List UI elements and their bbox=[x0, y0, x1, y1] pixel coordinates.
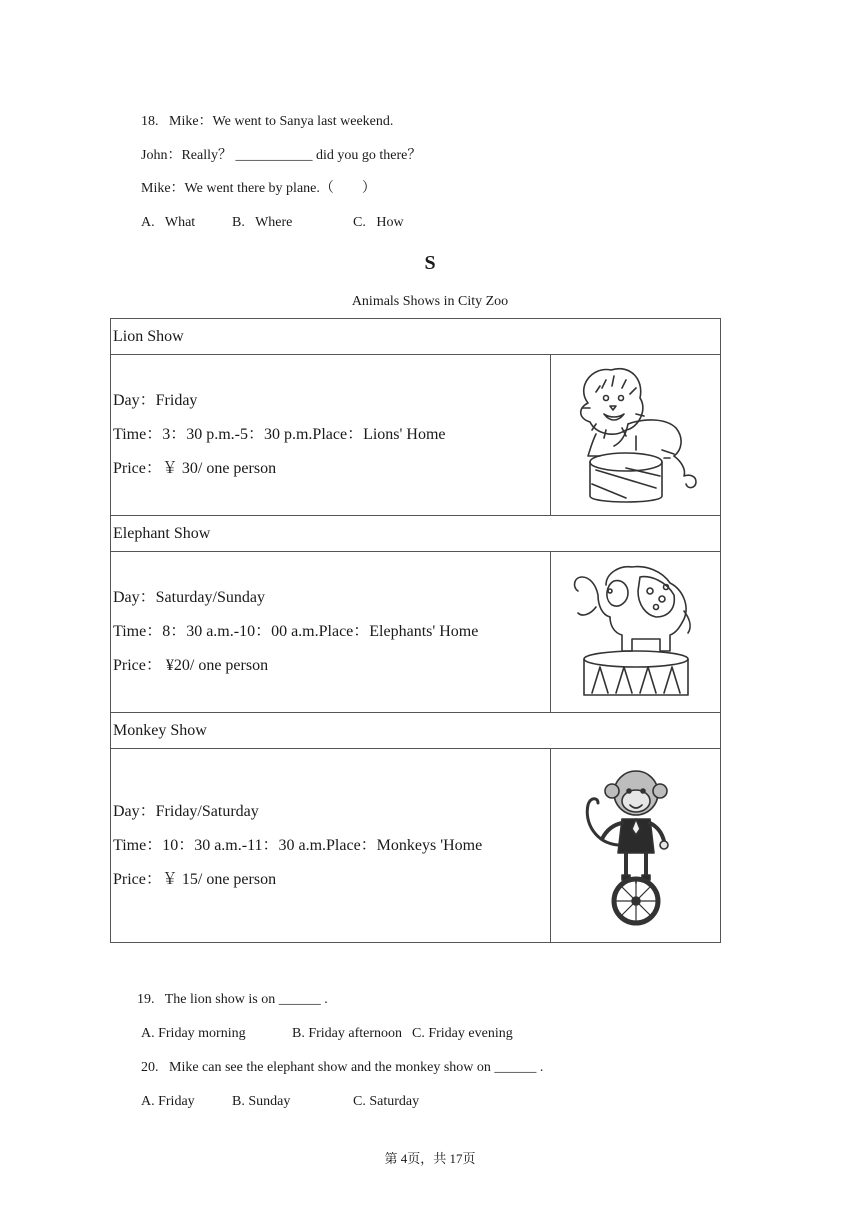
elephant-on-stand-icon bbox=[566, 555, 706, 705]
q20-option-c: C. Saturday bbox=[353, 1094, 420, 1109]
show-picture-cell bbox=[551, 749, 721, 943]
q18-line-2: John：Really？ ___________ did you go there？ bbox=[141, 148, 422, 163]
q18-option-c: C. How bbox=[353, 215, 404, 230]
table-row bbox=[111, 516, 721, 552]
show-day: Day：Friday bbox=[113, 392, 198, 409]
shows-table bbox=[110, 318, 721, 943]
show-day: Day：Friday/Saturday bbox=[113, 802, 259, 820]
q20-option-a: A. Friday bbox=[141, 1094, 195, 1109]
show-picture-cell bbox=[551, 355, 721, 516]
q18-line-1: 18. Mike：We went to Sanya last weekend. bbox=[141, 114, 394, 129]
page-footer: 第 4页，共 17页 bbox=[384, 1151, 476, 1166]
show-details bbox=[111, 749, 551, 943]
show-price: Price：￥ 15/ one person bbox=[113, 870, 277, 888]
q18-line-3: Mike：We went there by plane.（ ） bbox=[141, 181, 376, 196]
table-caption: Animals Shows in City Zoo bbox=[351, 294, 509, 309]
q18-option-a: A. What bbox=[141, 215, 196, 230]
show-name: Elephant Show bbox=[111, 516, 721, 552]
show-price: Price：￥ 30/ one person bbox=[113, 460, 277, 477]
monkey-on-unicycle-icon bbox=[566, 753, 706, 933]
show-time: Time：3：30 p.m.-5：30 p.m.Place：Lions' Home bbox=[113, 426, 446, 443]
show-name: Monkey Show bbox=[111, 713, 721, 749]
table-row bbox=[111, 713, 721, 749]
table-row bbox=[111, 319, 721, 355]
show-details bbox=[111, 355, 551, 516]
show-details bbox=[111, 552, 551, 713]
show-name: Lion Show bbox=[111, 319, 721, 355]
q19-stem: 19. The lion show is on ______ . bbox=[137, 992, 328, 1007]
table-row bbox=[111, 552, 721, 713]
q19-option-a: A. Friday morning bbox=[141, 1026, 246, 1041]
show-price: Price： ¥20/ one person bbox=[113, 657, 269, 674]
q19-option-c: C. Friday evening bbox=[412, 1026, 513, 1041]
show-time: Time：8：30 a.m.-10：00 a.m.Place：Elephants' Home bbox=[113, 623, 479, 640]
q19-option-b: B. Friday afternoon bbox=[292, 1026, 403, 1041]
table-row bbox=[111, 355, 721, 516]
show-day: Day：Saturday/Sunday bbox=[113, 589, 265, 606]
lion-on-drum-icon bbox=[566, 358, 706, 508]
q18-option-b: B. Where bbox=[232, 215, 293, 230]
table-row bbox=[111, 749, 721, 943]
section-letter: S bbox=[424, 252, 436, 274]
q20-option-b: B. Sunday bbox=[232, 1094, 291, 1109]
show-time: Time：10：30 a.m.-11：30 a.m.Place：Monkeys 'Home bbox=[113, 836, 483, 854]
show-picture-cell bbox=[551, 552, 721, 713]
q20-stem: 20. Mike can see the elephant show and the monkey show on ______ . bbox=[141, 1060, 544, 1075]
